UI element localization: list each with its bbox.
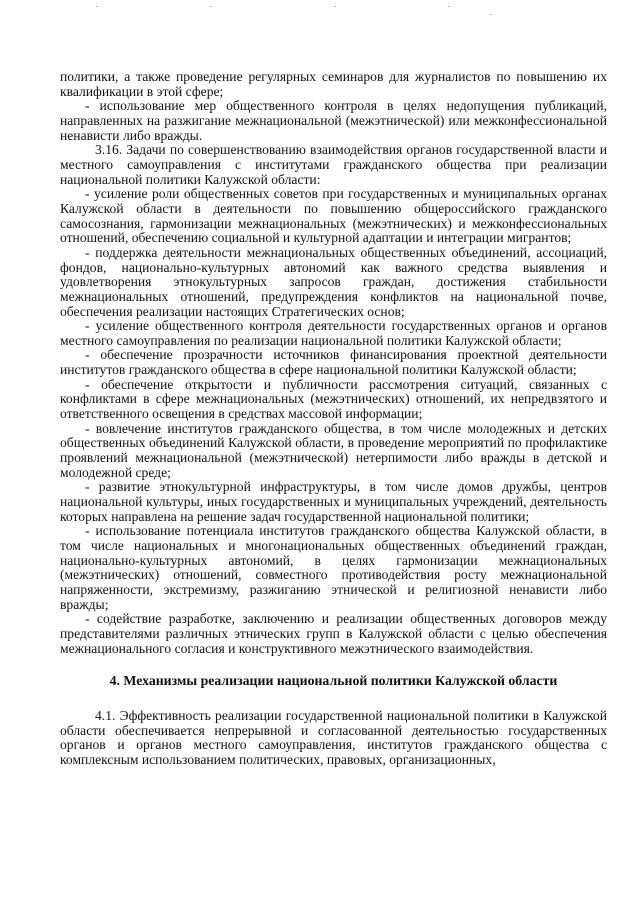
paragraph: 3.16. Задачи по совершенствованию взаимодействия органов государственной власти и местного самоуправления с институтами гражданского общества при реализации национальной политики Калужской области: bbox=[60, 142, 607, 187]
scan-speck bbox=[490, 14, 492, 15]
paragraph: политики, а также проведение регулярных семинаров для журналистов по повышению их квалификации в этой сфере; bbox=[60, 69, 607, 99]
section-heading: 4. Механизмы реализации национальной политики Калужской области bbox=[109, 673, 558, 689]
scan-speck bbox=[334, 6, 336, 7]
paragraph: 4.1. Эффективность реализации государственной национальной политики в Калужской области обеспечивается непрерывной и согласованной деятельностью государственных органов и органов местного самоуправления, институтов гражданского общества с комплексным использованием политических, правовых, организационных, bbox=[60, 707, 607, 767]
list-item: - поддержка деятельности межнациональных общественных объединений, ассоциаций, фондов, национально-культурных автономий как важного средства выявления и удовлетворения этнокультурных запросов граждан, достижения стабильности межнациональных отношений, предупреждения конфликтов на национальной почве, обеспечения реализации настоящих Стратегических основ; bbox=[60, 244, 607, 319]
list-item: - содействие разработке, заключению и реализации общественных договоров между представителями различных этнических групп в Калужской области с целью обеспечения межнационального согласия и конструктивного межэтнического взаимодействия. bbox=[60, 611, 607, 656]
list-item: - усиление общественного контроля деятельности государственных органов и органов местного самоуправления по реализации национальной политики Калужской области; bbox=[60, 318, 607, 348]
list-item: - вовлечение институтов гражданского общества, в том числе молодежных и детских общественных объединений Калужской области, в проведение мероприятий по профилактике проявлений межнациональной (межэтнической) нетерпимости либо вражды в детской и молодежной среде; bbox=[60, 420, 607, 480]
list-item: - усиление роли общественных советов при государственных и муниципальных органах Калужской области в деятельности по повышению общероссийского гражданского самосознания, гармонизации межнациональных (межэтнических) и межконфессиональных отношений, обеспечению социальной и культурной адаптации и интеграции мигрантов; bbox=[60, 186, 607, 246]
list-item: - обеспечение открытости и публичности рассмотрения ситуаций, связанных с конфликтами в сфере межнациональных (межэтнических) отношений, их непредвзятого и ответственного освещения в средствах массовой информации; bbox=[60, 376, 607, 422]
scan-speck bbox=[210, 6, 212, 7]
scan-artifacts bbox=[0, 0, 640, 20]
list-item: - обеспечение прозрачности источников финансирования проектной деятельности институтов гражданского общества в сфере национальной политики Калужской области; bbox=[60, 347, 607, 378]
scan-speck bbox=[96, 6, 98, 7]
paragraph: - использование мер общественного контроля в целях недопущения публикаций, направленных на разжигание межнациональной (межэтнической) или межконфессиональной ненависти либо вражды. bbox=[60, 98, 607, 143]
document-page bbox=[60, 70, 607, 768]
scan-speck bbox=[448, 6, 450, 7]
list-item: - развитие этнокультурной инфраструктуры, в том числе домов дружбы, центров национальной культуры, иных государственных и муниципальных учреждений, деятельность которых направлена на решение задач государственной национальной политики; bbox=[60, 479, 607, 524]
list-item: - использование потенциала институтов гражданского общества Калужской области, в том числе национальных и многонациональных общественных объединений граждан, национально-культурных автономий, в целях гармонизации межнациональных (межэтнических) отношений, совместного противодействия росту межнациональной напряженности, экстремизму, разжиганию этнической и религиозной ненависти либо вражды; bbox=[60, 523, 607, 612]
